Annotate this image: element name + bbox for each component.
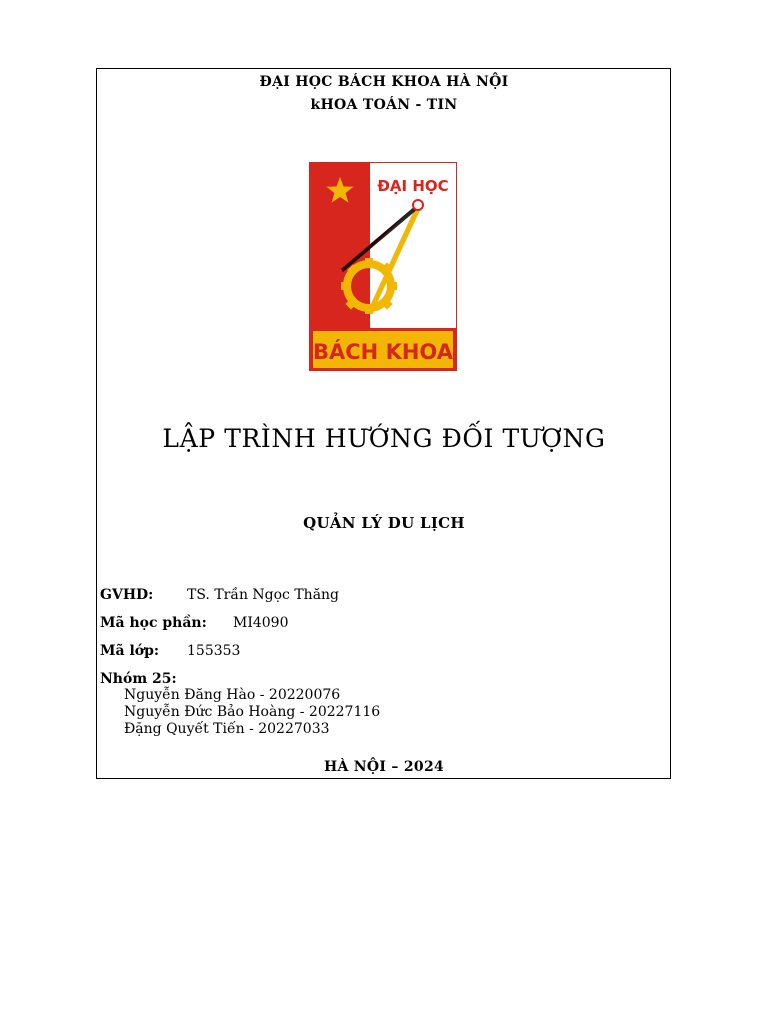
logo-top-text: ĐẠI HỌC xyxy=(377,177,449,195)
course-value-wrap xyxy=(233,615,289,631)
class-value-wrap xyxy=(187,643,240,659)
university-name: ĐẠI HỌC BÁCH KHOA HÀ NỘI xyxy=(259,74,509,90)
faculty-name: kHOA TOÁN - TIN xyxy=(310,97,458,113)
list-item: Nguyễn Đăng Hào - 20220076 xyxy=(124,687,341,703)
gvhd-label: GVHD: xyxy=(100,587,154,603)
course-value: MI4090 xyxy=(233,615,289,631)
page-title: LẬP TRÌNH HƯỚNG ĐỐI TƯỢNG xyxy=(162,424,606,453)
footer-place-year: HÀ NỘI – 2024 xyxy=(323,759,445,775)
list-item: Nguyễn Đức Bảo Hoàng - 20227116 xyxy=(124,704,381,720)
member-list xyxy=(124,687,380,738)
page-subtitle: QUẢN LÝ DU LỊCH xyxy=(303,514,465,532)
gvhd-value: TS. Trần Ngọc Thăng xyxy=(187,587,340,603)
class-row xyxy=(100,643,159,659)
list-item: Đặng Quyết Tiến - 20227033 xyxy=(124,721,330,737)
class-label: Mã lớp: xyxy=(100,643,160,659)
group-label: Nhóm 25: xyxy=(100,671,177,687)
gvhd-value-wrap xyxy=(187,587,339,603)
gvhd-row xyxy=(100,587,153,603)
group-row xyxy=(100,671,177,687)
course-label: Mã học phần: xyxy=(100,615,207,631)
class-value: 155353 xyxy=(187,643,241,659)
course-row xyxy=(100,615,207,631)
university-logo xyxy=(309,162,457,371)
logo-bottom-text: BÁCH KHOA xyxy=(313,340,453,364)
